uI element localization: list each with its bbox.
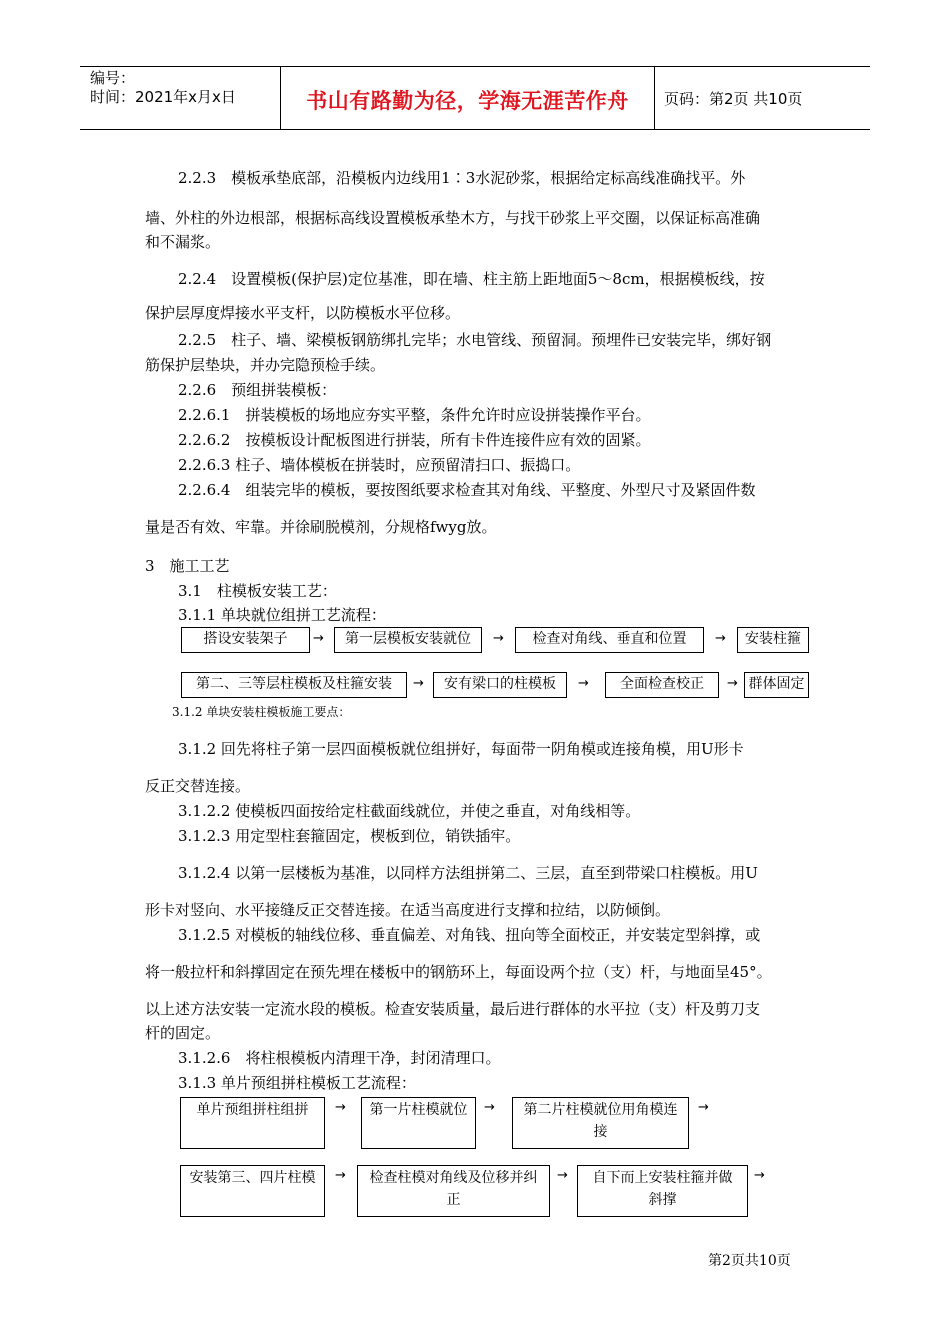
- paragraph-2-2-5: 筋保护层垫块，并办完隐预检手续。: [145, 356, 386, 374]
- paragraph-3-1-2-5: 将一般拉杆和斜撑固定在预先埋在楼板中的钢筋环上，每面设两个拉（支）杆，与地面呈45°。: [145, 963, 772, 981]
- paragraph-2-2-3: 墙、外柱的外边根部，根据标高线设置模板承垫木方，与找干砂浆上平交圈，以保证标高准确: [145, 209, 761, 227]
- flow-step: 检查柱模对角线及位移并纠正: [357, 1165, 550, 1217]
- paragraph-2-2-6: 2.2.6 预组拼装模板：: [178, 381, 337, 399]
- flow-arrow: →: [578, 676, 589, 691]
- paragraph-2-2-6-1: 2.2.6.1 拼装模板的场地应夯实平整，条件允许时应设拼装操作平台。: [178, 406, 651, 424]
- header-motto: 书山有路勤为径，学海无涯苦作舟: [306, 89, 629, 113]
- page-footer: 第2页共10页: [708, 1253, 791, 1269]
- flow-step: 安装柱箍: [737, 627, 809, 653]
- flow-step: 群体固定: [744, 672, 809, 698]
- flow-arrow: →: [313, 631, 324, 646]
- header-divider: [654, 67, 655, 129]
- paragraph-2-2-3: 和不漏浆。: [145, 233, 221, 251]
- header-meta: [90, 69, 236, 107]
- paragraph-3-1-2-5: 3.1.2.5 对模板的轴线位移、垂直偏差、对角钱、扭向等全面校正，并安装定型斜撑，或: [178, 926, 761, 944]
- paragraph-3-1-2-4: 3.1.2.4 以第一层楼板为基准，以同样方法组拼第二、三层，直至到带梁口柱模板。用U: [178, 864, 758, 882]
- section-3-1-heading: 3.1 柱模板安装工艺：: [178, 582, 337, 600]
- section-3-1-1-heading: 3.1.1 单块就位组拼工艺流程：: [178, 606, 386, 624]
- flow-step: 第二、三等层柱模板及柱箍安装: [181, 672, 407, 698]
- paragraph-2-2-3: 2.2.3 模板承垫底部，沿模板内边线用1∶3水泥砂浆，根据给定标高线准确找平。外: [178, 169, 746, 187]
- flow-step: 全面检查校正: [605, 672, 719, 698]
- flow-arrow: →: [335, 1100, 346, 1115]
- flow-step: 自下而上安装柱箍并做斜撑: [577, 1165, 748, 1217]
- paragraph-2-2-4: 2.2.4 设置模板(保护层)定位基准，即在墙、柱主筋上距地面5～8cm，根据模板线，按: [178, 270, 765, 288]
- flow-step: 第一片柱模就位: [361, 1097, 476, 1149]
- paragraph-2-2-6-4: 2.2.6.4 组装完毕的模板，要按图纸要求检查其对角线、平整度、外型尺寸及紧固件数: [178, 481, 756, 499]
- section-3-1-2-heading: 3.1.2 单块安装柱模板施工要点：: [172, 705, 351, 719]
- date-line: 时间：2021年x月x日: [90, 88, 236, 106]
- header-page-info: 页码：第2页 共10页: [664, 90, 803, 108]
- flow-arrow: →: [557, 1168, 568, 1183]
- page-header: [80, 66, 870, 130]
- flow-arrow: →: [484, 1100, 495, 1115]
- paragraph-3-1-2: 3.1.2 回先将柱子第一层四面模板就位组拼好，每面带一阴角模或连接角模，用U形卡: [178, 740, 744, 758]
- flow-arrow: →: [413, 676, 424, 691]
- paragraph-2-2-6-4: 量是否有效、牢靠。并徐刷脱模剂，分规格fwyg放。: [145, 518, 497, 536]
- flow-step: 第二片柱模就位用角模连接: [512, 1097, 689, 1149]
- paragraph-3-1-2-3: 3.1.2.3 用定型柱套箍固定，楔板到位，销铁插牢。: [178, 827, 521, 845]
- flow-arrow: →: [698, 1100, 709, 1115]
- flow-arrow: →: [754, 1168, 765, 1183]
- paragraph-3-1-2-6: 3.1.2.6 将柱根模板内清理干净，封闭清理口。: [178, 1049, 501, 1067]
- paragraph-3-1-2-4: 形卡对竖向、水平接缝反正交替连接。在适当高度进行支撑和拉结，以防倾倒。: [145, 901, 671, 919]
- paragraph-3-1-2-5: 杆的固定。: [145, 1024, 221, 1042]
- paragraph-3-1-2: 反正交替连接。: [145, 777, 251, 795]
- number-label: 编号：: [90, 69, 136, 87]
- paragraph-3-1-2-2: 3.1.2.2 使模板四面按给定柱截面线就位，并使之垂直，对角线相等。: [178, 802, 641, 820]
- section-3-1-3-heading: 3.1.3 单片预组拼柱模板工艺流程：: [178, 1074, 416, 1092]
- flow-arrow: →: [335, 1168, 346, 1183]
- flow-step: 安有梁口的柱模板: [433, 672, 567, 698]
- flow-arrow: →: [727, 676, 738, 691]
- flow-arrow: →: [715, 631, 726, 646]
- section-3-heading: 3 施工工艺: [145, 557, 230, 575]
- flow-step: 第一层模板安装就位: [334, 627, 482, 653]
- flow-step: 单片预组拼柱组拼: [180, 1097, 325, 1149]
- paragraph-3-1-2-5: 以上述方法安装一定流水段的模板。检查安装质量，最后进行群体的水平拉（支）杆及剪刀支: [145, 1000, 761, 1018]
- paragraph-2-2-5: 2.2.5 柱子、墙、梁模板钢筋绑扎完毕；水电管线、预留洞。预埋件已安装完毕，绑好钢: [178, 331, 772, 349]
- flow-arrow: →: [493, 631, 504, 646]
- paragraph-2-2-4: 保护层厚度焊接水平支杆，以防模板水平位移。: [145, 304, 461, 322]
- paragraph-2-2-6-2: 2.2.6.2 按模板设计配板图进行拼装，所有卡件连接件应有效的固紧。: [178, 431, 651, 449]
- flow-step: 安装第三、四片柱模: [180, 1165, 325, 1217]
- flow-step: 检查对角线、垂直和位置: [515, 627, 704, 653]
- paragraph-2-2-6-3: 2.2.6.3 柱子、墙体模板在拼装时，应预留清扫口、振捣口。: [178, 456, 581, 474]
- flow-step: 搭设安装架子: [181, 627, 310, 653]
